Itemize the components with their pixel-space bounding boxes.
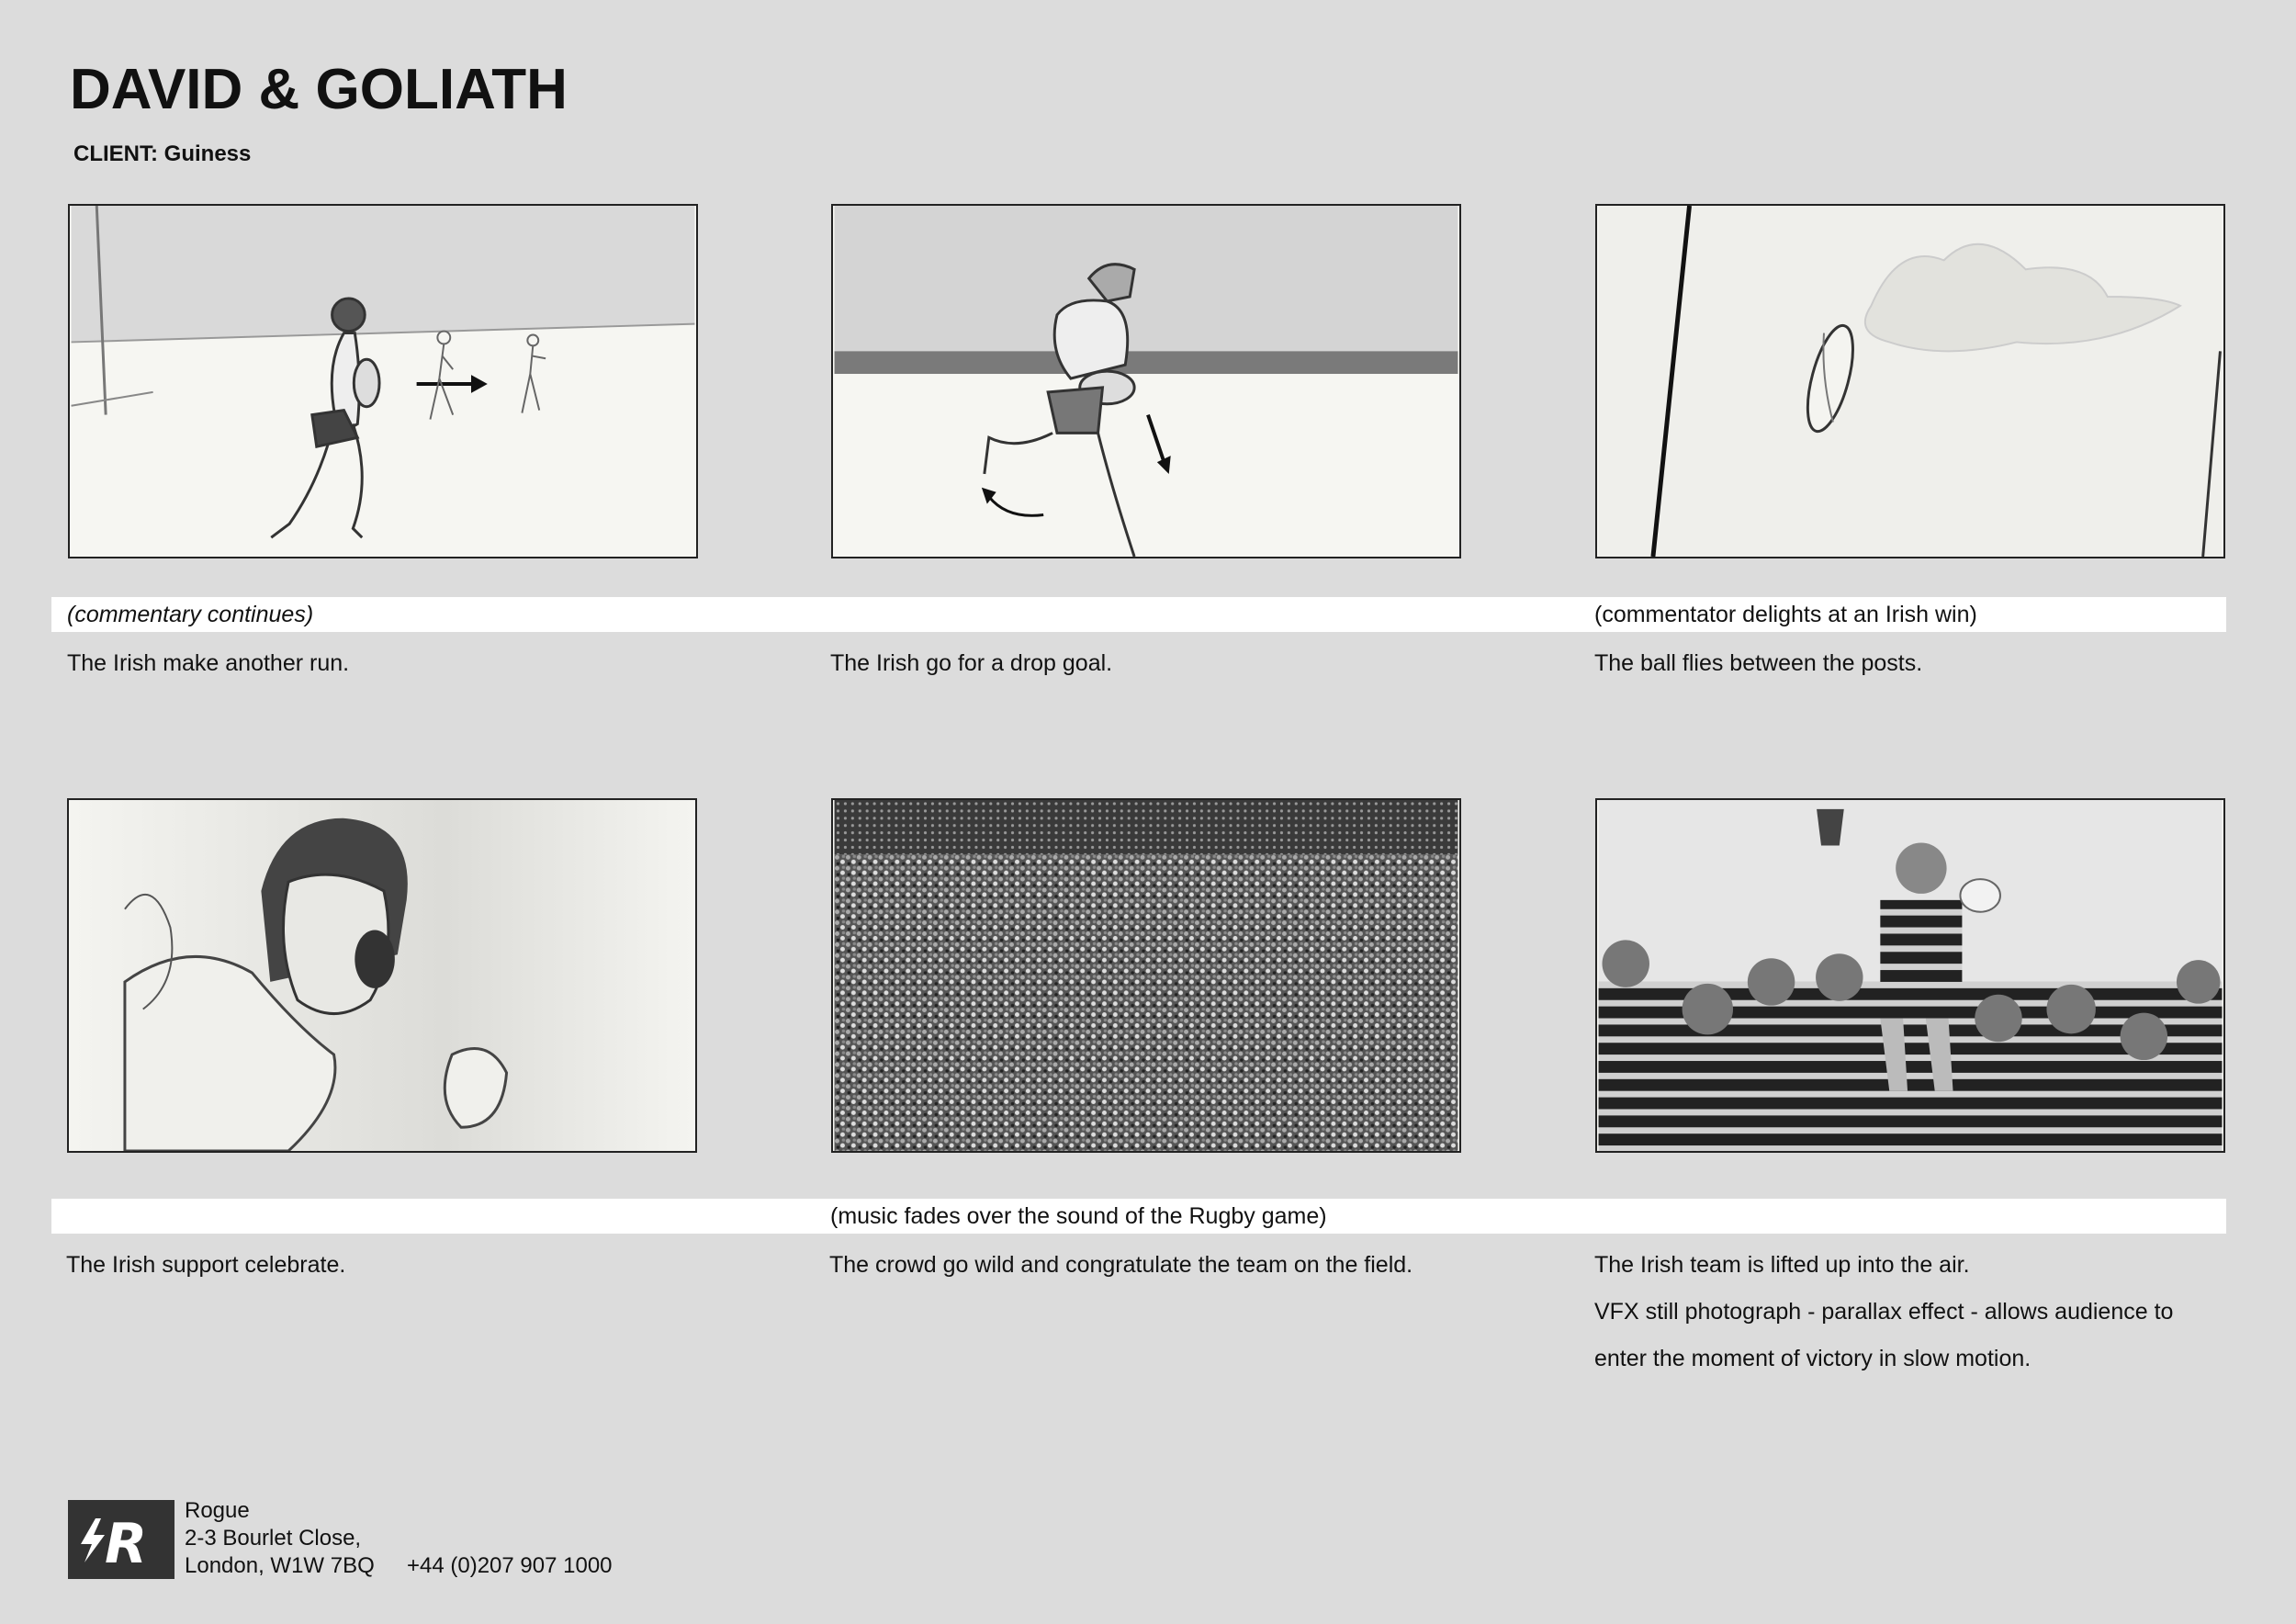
frame-6-note-line-1: VFX still photograph - parallax effect - allows audience to xyxy=(1594,1299,2174,1325)
frame-6-photo xyxy=(1595,798,2225,1153)
frame-2-description: The Irish go for a drop goal. xyxy=(830,650,1113,676)
logo-letter: R xyxy=(105,1512,148,1576)
frame-1-sketch xyxy=(68,204,698,558)
frame-3-description: The ball flies between the posts. xyxy=(1594,650,1923,676)
frame-3-sketch xyxy=(1595,204,2225,558)
company-address xyxy=(185,1497,375,1580)
frame-6-description: The Irish team is lifted up into the air. xyxy=(1594,1252,1970,1278)
frame-1-description: The Irish make another run. xyxy=(67,650,350,676)
frame-5-direction: (music fades over the sound of the Rugby game) xyxy=(830,1203,1327,1229)
frame-1-direction: (commentary continues) xyxy=(67,602,314,627)
rogue-logo xyxy=(68,1500,174,1579)
frame-5-description: The crowd go wild and congratulate the team on the field. xyxy=(829,1252,1413,1278)
address-line-2: London, W1W 7BQ xyxy=(185,1553,375,1578)
company-name: Rogue xyxy=(185,1498,250,1523)
address-line-1: 2-3 Bourlet Close, xyxy=(185,1526,362,1551)
frame-4-description: The Irish support celebrate. xyxy=(66,1252,346,1278)
page-title: DAVID & GOLIATH xyxy=(70,58,568,121)
frame-4-sketch xyxy=(67,798,697,1153)
company-phone: +44 (0)207 907 1000 xyxy=(407,1553,613,1578)
frame-3-direction: (commentator delights at an Irish win) xyxy=(1594,602,1977,627)
client-label: CLIENT: Guiness xyxy=(73,141,252,166)
frame-6-note-line-2: enter the moment of victory in slow motion. xyxy=(1594,1346,2032,1371)
frame-5-photo xyxy=(831,798,1461,1153)
frame-2-sketch xyxy=(831,204,1461,558)
